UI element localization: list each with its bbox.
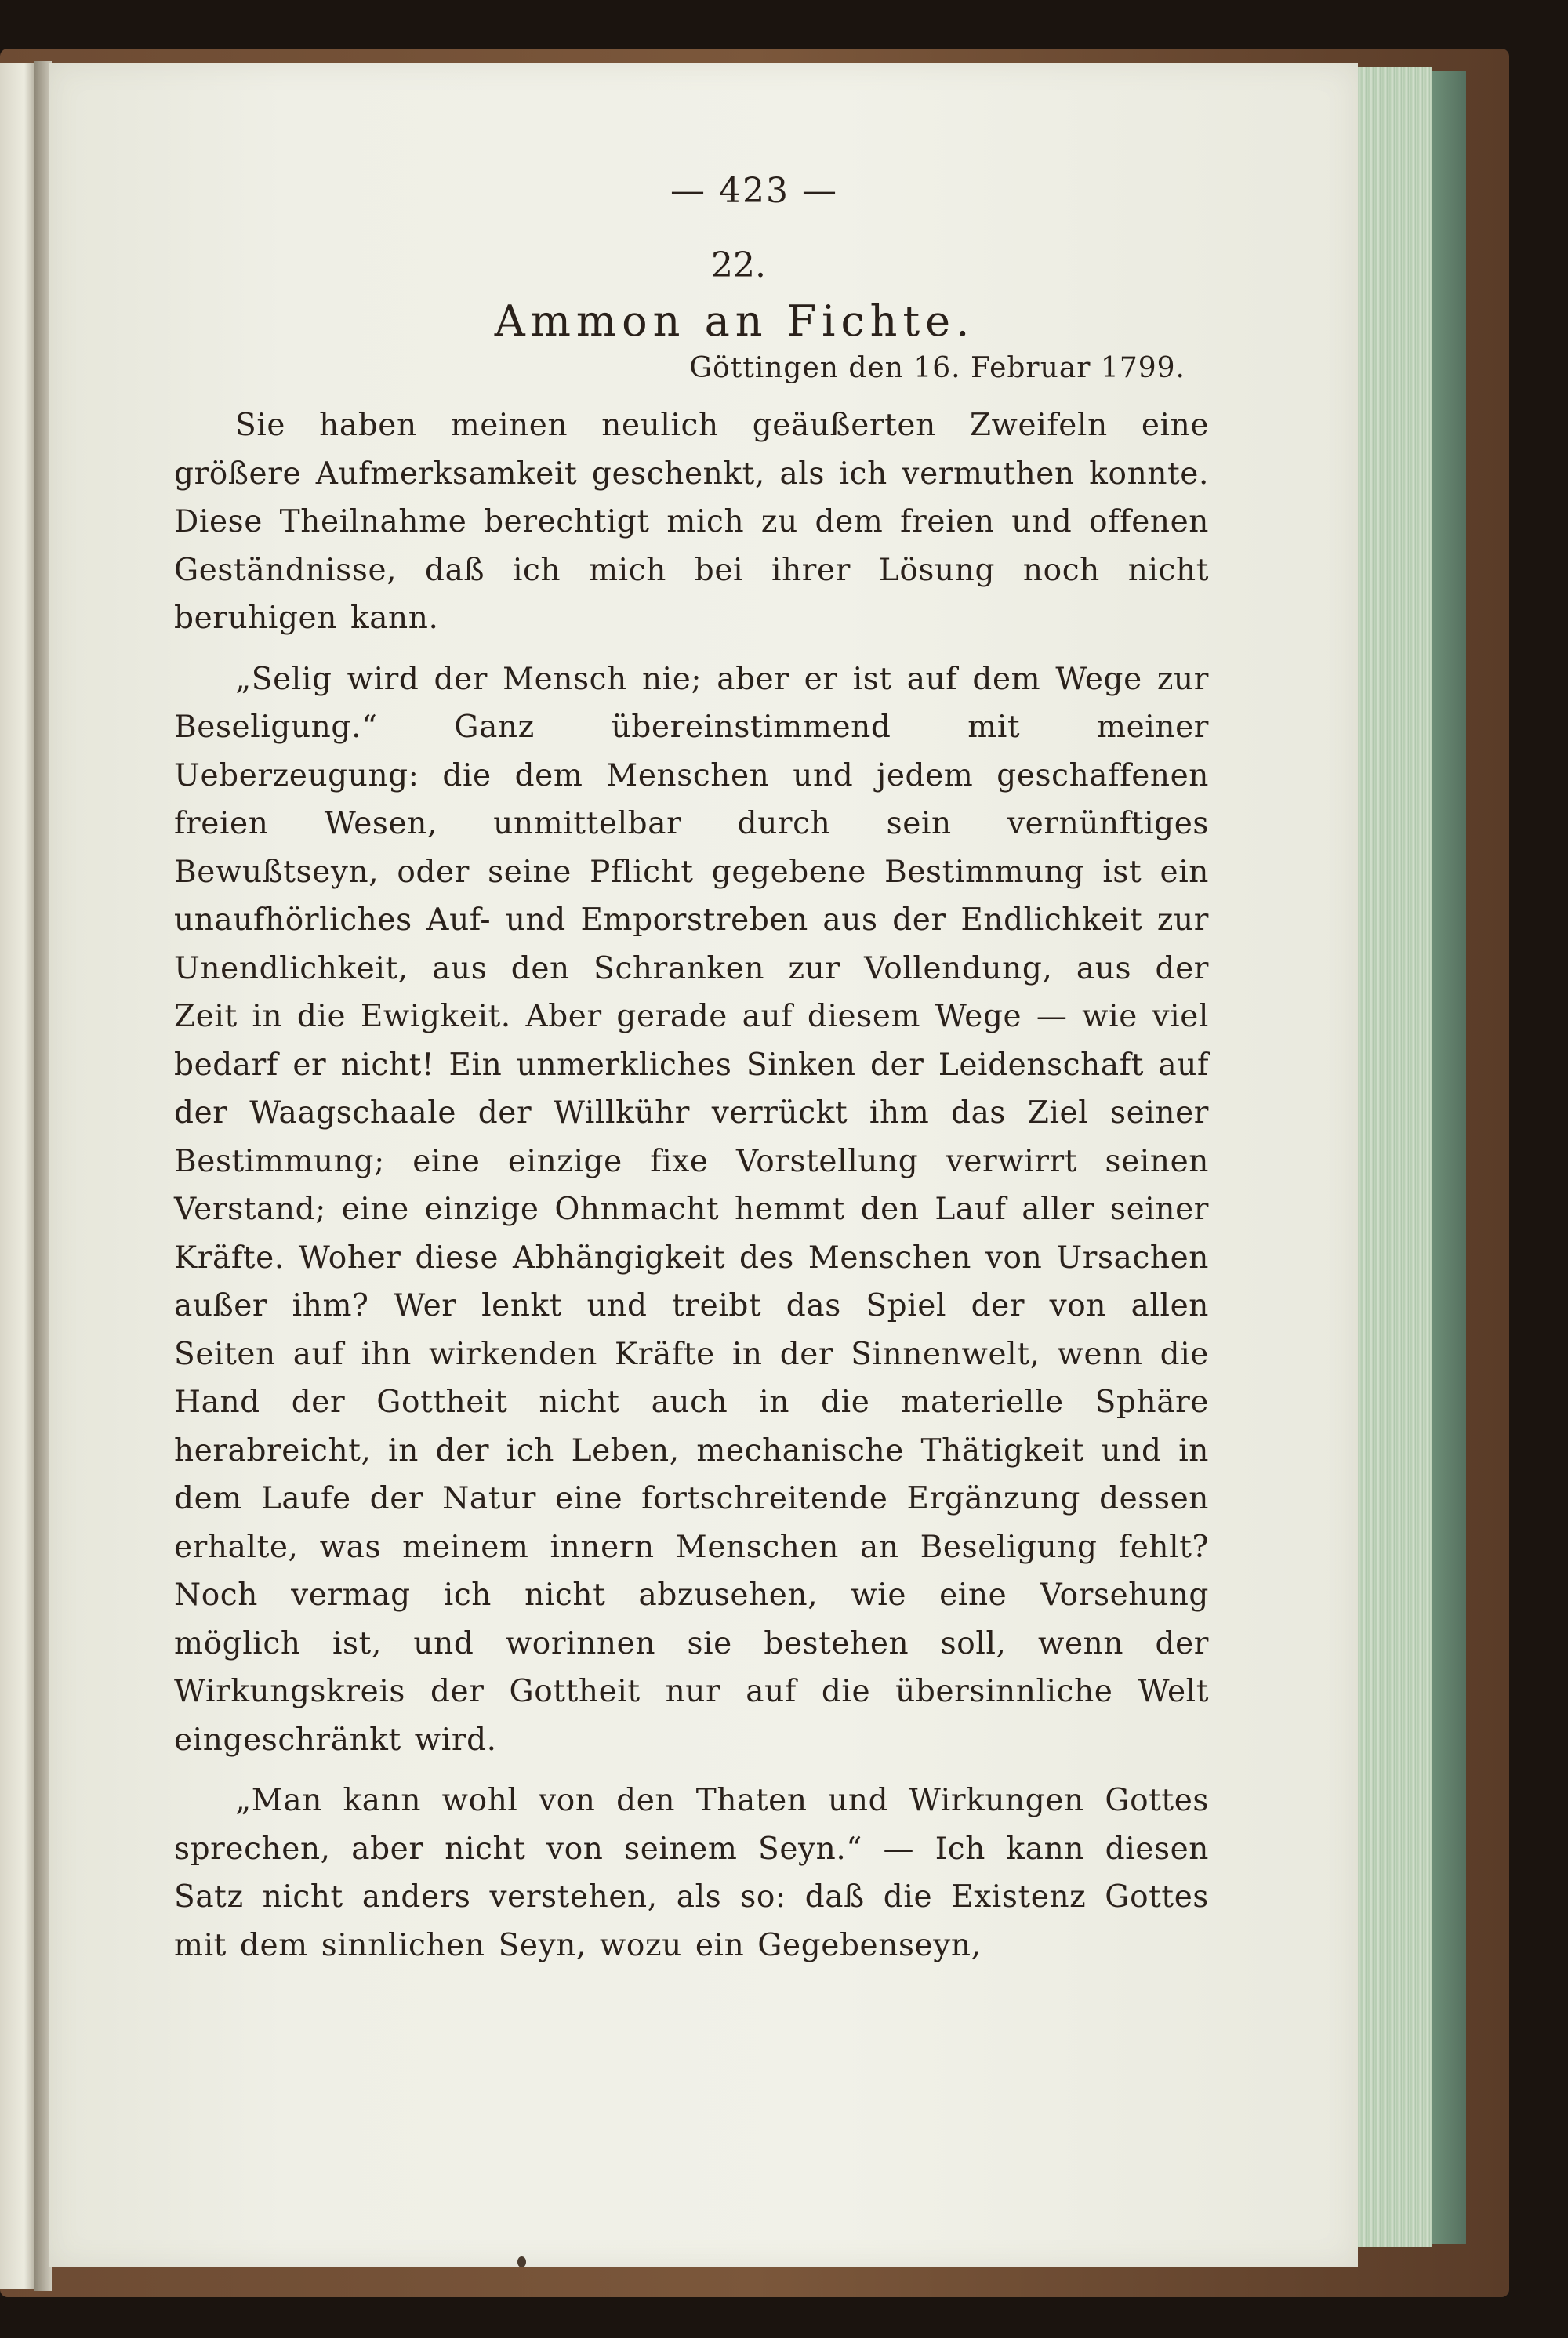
facing-page-edge [0,63,34,2289]
page-content [174,171,1209,1982]
paragraph-2: „Selig wird der Mensch nie; aber er ist auf dem Wege zur Beseligung.“ Ganz übereinstimmend mit meiner Ueberzeugung: die dem Menschen und jedem geschaffenen freien Wesen, unmittelbar durch sein vernünftiges Bewußtseyn, oder seine Pflicht gegebene Bestimmung ist ein unaufhörliches Auf- und Emporstreben aus der Endlichkeit zur Unendlichkeit, aus den Schranken zur Vollendung, aus der Zeit in die Ewigkeit. Aber gerade auf diesem Wege — wie viel bedarf er nicht! Ein unmerkliches Sinken der Leidenschaft auf der Waagschaale der Willkühr verrückt ihm das Ziel seiner Bestimmung; eine einzige fixe Vorstellung verwirrt seinen Verstand; eine einzige Ohnmacht hemmt den Lauf aller seiner Kräfte. Woher diese Abhängigkeit des Menschen von Ursachen außer ihm? Wer lenkt und treibt das Spiel der von allen Seiten auf ihn wirkenden Kräfte in der Sinnenwelt, wenn die Hand der Gottheit nicht auch in die materielle Sphäre herabreicht, in der ich Leben, mechanische Thätigkeit und in dem Laufe der Natur eine fortschreitende Ergänzung dessen erhalte, was meinem innern Menschen an Beseligung fehlt? Noch vermag ich nicht abzusehen, wie eine Vorsehung möglich ist, und worinnen sie bestehen soll, wenn der Wirkungskreis der Gottheit nur auf die übersinnliche Welt eingeschränkt wird. [174,661,1209,1758]
letter-title: Ammon an Fichte. [494,296,975,346]
page-number: — 423 — [670,171,838,211]
letter-number: 22. [711,245,766,285]
paragraph-1: Sie haben meinen neulich geäußerten Zweifeln eine größere Aufmerksamkeit geschenkt, als ich vermuthen konnte. Diese Theilnahme berechtigt mich zu dem freien und offenen Geständnisse, daß ich mich bei ihrer Lösung noch nicht beruhigen kann. [174,408,1209,636]
letter-dateline: Göttingen den 16. Februar 1799. [689,352,1185,384]
ink-spot [517,2256,526,2267]
page-block-shadow [1432,71,1466,2244]
page-block-edges [1345,67,1432,2247]
paragraph-3: „Man kann wohl von den Thaten und Wirkungen Gottes sprechen, aber nicht von seinem Seyn.“ — Ich kann diesen Satz nicht anders verstehen, als so: daß die Existenz Gottes mit dem sinnlichen Seyn, wozu ein Gegebenseyn, [174,1783,1209,1963]
book-page [49,63,1358,2267]
